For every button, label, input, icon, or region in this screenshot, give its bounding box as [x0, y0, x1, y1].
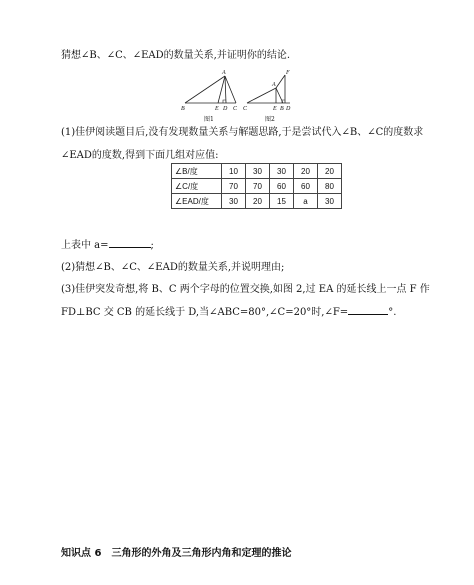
table-cell: 20 — [318, 164, 342, 179]
label-c2: C — [243, 106, 248, 112]
label-e1: E — [215, 106, 219, 112]
table-row — [172, 194, 342, 209]
figure1-caption: 图1 — [204, 116, 214, 123]
table-cell: 15 — [270, 194, 294, 209]
label-b2: B — [280, 106, 284, 112]
part3-line2 — [61, 305, 396, 320]
table-cell: 30 — [246, 164, 270, 179]
row-header-c: ∠C/度 — [172, 179, 222, 194]
table-cell: a — [294, 194, 318, 209]
answer-blank-f[interactable] — [348, 305, 388, 315]
label-a2: A — [272, 82, 276, 88]
part2-text: (2)猜想∠B、∠C、∠EAD的数量关系,并说明理由; — [61, 262, 285, 273]
figure-diagram — [175, 70, 305, 126]
table-cell: 70 — [222, 179, 246, 194]
label-d2: D — [286, 106, 291, 112]
intro-text: 猜想∠B、∠C、∠EAD的数量关系,并证明你的结论. — [61, 50, 291, 61]
part1-line1: (1)佳伊阅读题目后,没有发现数量关系与解题思路,于是尝试代入∠B、∠C的度数求 — [61, 127, 424, 138]
table-cell: 60 — [270, 179, 294, 194]
row-header-ead: ∠EAD/度 — [172, 194, 222, 209]
table-cell: 10 — [222, 164, 246, 179]
figure2-caption: 图2 — [265, 116, 275, 123]
geometry-figures — [175, 70, 305, 126]
table-cell: 30 — [318, 194, 342, 209]
label-f2: F — [286, 70, 290, 76]
label-e2: E — [273, 106, 277, 112]
fill-a-suffix: ; — [150, 240, 154, 251]
table-cell: 60 — [294, 179, 318, 194]
table-row — [172, 164, 342, 179]
table-row — [172, 179, 342, 194]
table-cell: 20 — [246, 194, 270, 209]
label-b1: B — [181, 106, 185, 112]
section-heading: 知识点 6 三角形的外角及三角形内角和定理的推论 — [61, 548, 292, 559]
label-a1: A — [222, 70, 226, 76]
label-c1: C — [233, 106, 238, 112]
value-table — [171, 163, 342, 209]
row-header-b: ∠B/度 — [172, 164, 222, 179]
table-cell: 30 — [222, 194, 246, 209]
fill-a-line — [61, 238, 154, 253]
table-cell: 80 — [318, 179, 342, 194]
answer-blank-a[interactable] — [109, 238, 151, 248]
part3-line2-prefix: FD⊥BC 交 CB 的延长线于 D,当∠ABC=80°,∠C=20°时,∠F= — [61, 307, 349, 318]
fill-a-prefix: 上表中 a= — [61, 240, 109, 251]
part1-line2: ∠EAD的度数,得到下面几组对应值: — [61, 150, 219, 161]
table-cell: 20 — [294, 164, 318, 179]
table-cell: 70 — [246, 179, 270, 194]
label-d1: D — [223, 106, 228, 112]
table-cell: 30 — [270, 164, 294, 179]
part3-line2-suffix: °. — [388, 307, 397, 318]
part3-line1: (3)佳伊突发奇想,将 B、C 两个字母的位置交换,如图 2,过 EA 的延长线上一点 F 作 — [61, 284, 430, 295]
